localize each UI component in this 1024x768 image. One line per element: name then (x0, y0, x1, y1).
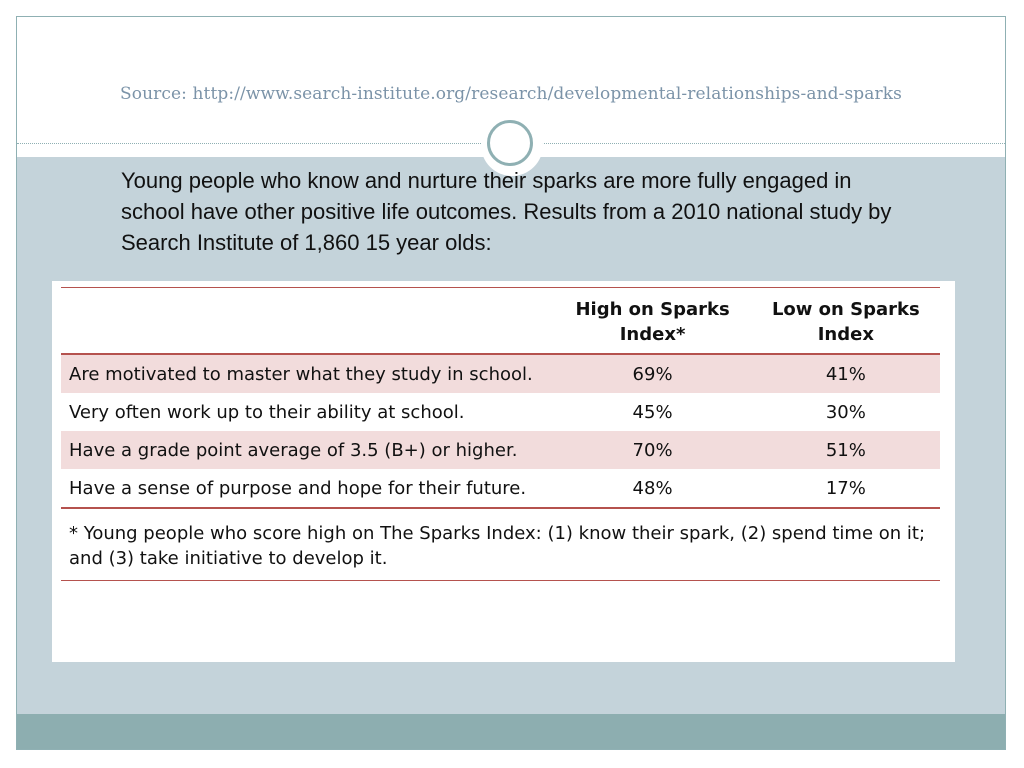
footer-band (17, 714, 1005, 749)
intro-text: Young people who know and nurture their sparks are more fully engaged in school have other positive life outcomes. Results from a 2010 national study by Search Institute of 1,860 15 year olds: (121, 168, 892, 255)
row-high-value: 70% (553, 431, 751, 469)
header-low: Low on Sparks Index (752, 288, 940, 354)
row-label: Are motivated to master what they study in school. (61, 354, 553, 393)
divider-circle-icon (487, 120, 533, 166)
row-low-value: 41% (752, 354, 940, 393)
row-low-value: 30% (825, 402, 866, 423)
row-label: Very often work up to their ability at school. (69, 402, 465, 423)
header-high: High on Sparks Index* (553, 288, 751, 354)
row-high-value: 48% (553, 469, 751, 508)
row-high-value: 69% (553, 354, 751, 393)
sparks-table-panel (52, 281, 955, 662)
table-header-row (61, 288, 940, 354)
row-low-value: 17% (752, 469, 940, 508)
row-low-value: 51% (752, 431, 940, 469)
table-row (61, 393, 940, 431)
row-label: Have a sense of purpose and hope for their future. (61, 469, 553, 508)
table-row (61, 431, 940, 469)
source-title: Source: http://www.search-institute.org/research/developmental-relationships-and-sparks (120, 84, 902, 104)
row-label: Have a grade point average of 3.5 (B+) or higher. (61, 431, 553, 469)
table-footnote: * Young people who score high on The Sparks Index: (1) know their spark, (2) spend time on it; and (3) take initiative to develop it. (61, 508, 940, 581)
table-footnote-row (61, 508, 940, 581)
row-high-value: 45% (632, 402, 673, 423)
table-row (61, 469, 940, 508)
sparks-table (61, 287, 940, 581)
header-blank (61, 288, 553, 354)
table-row (61, 354, 940, 393)
